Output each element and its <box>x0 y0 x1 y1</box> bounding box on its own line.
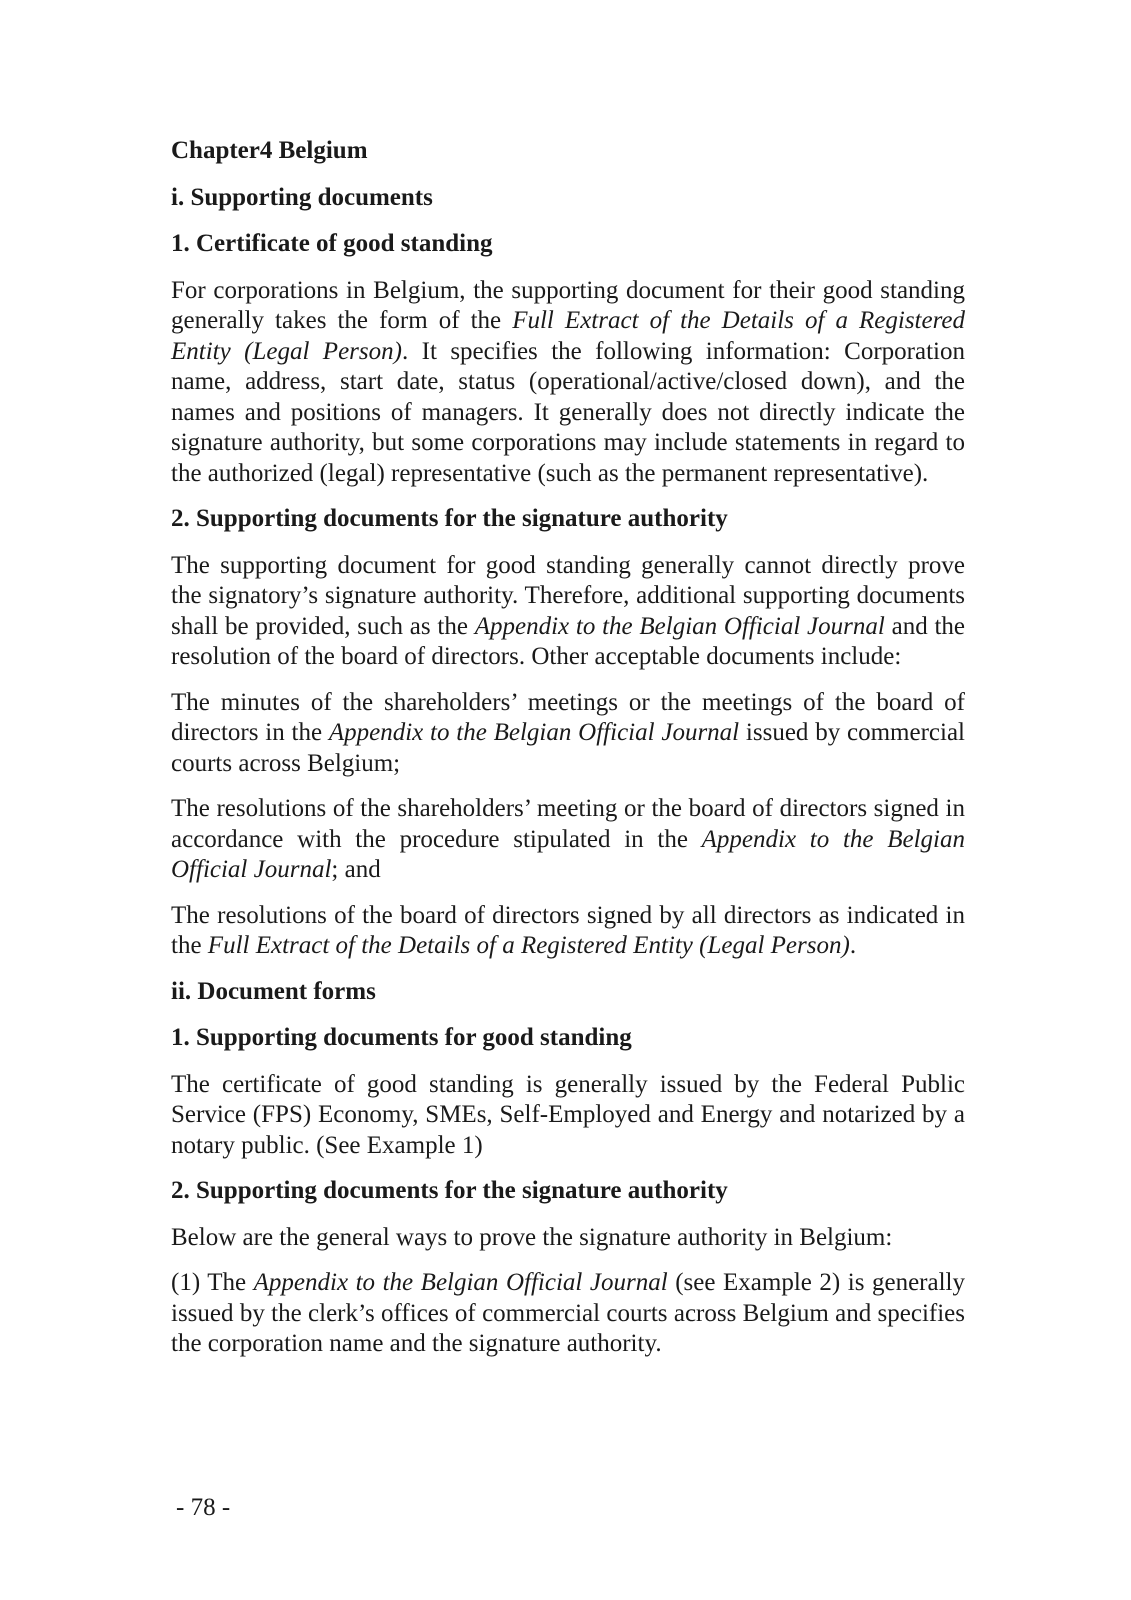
section-heading-document-forms: ii. Document forms <box>171 977 376 1005</box>
subsection-heading-good-standing-forms: 1. Supporting documents for good standing <box>171 1024 632 1051</box>
paragraph-certificate-issued: The certificate of good standing is generally issued by the Federal Public Service (FPS) Economy, SMEs, Self-Employed and Energy and notarized by a notary public. (See Example 1) <box>171 1070 965 1159</box>
paragraph-resolutions-board: The resolutions of the board of directors signed by all directors as indicated in the Full Extract of the Details of a Registered Entity (Legal Person). <box>171 901 965 959</box>
paragraph-appendix-issued: (1) The Appendix to the Belgian Official Journal (see Example 2) is generally issued by the clerk’s offices of commercial courts across Belgium and specifies the corporation name and the signature authority. <box>171 1269 965 1357</box>
subsection-heading-certificate: 1. Certificate of good standing <box>171 230 493 257</box>
paragraph-general-ways: Below are the general ways to prove the signature authority in Belgium: <box>171 1223 893 1251</box>
page-number: - 78 - <box>176 1494 231 1521</box>
page-body <box>171 136 965 1375</box>
subsection-heading-signature-authority: 2. Supporting documents for the signature authority <box>171 505 728 532</box>
paragraph-minutes: The minutes of the shareholders’ meetings or the meetings of the board of directors in the Appendix to the Belgian Official Journal issued by commercial courts across Belgium; <box>171 688 966 777</box>
chapter-heading: Chapter4 Belgium <box>171 137 368 164</box>
paragraph-good-standing: For corporations in Belgium, the supporting document for their good standing generally takes the form of the Full Extract of the Details of a Registered Entity (Legal Person). It specifies the following information: Corporation name, address, start date, status (operational/active/closed down), and the names and positions of managers. It generally does not directly indicate the signature authority, but some corporations may include statements in regard to the authorized (legal) representative (such as the permanent representative). <box>171 276 965 487</box>
subsection-heading-signature-forms: 2. Supporting documents for the signature authority <box>171 1177 728 1204</box>
paragraph-resolutions-shareholders: The resolutions of the shareholders’ meeting or the board of directors signed in accordance with the procedure stipulated in the Appendix to the Belgian Official Journal; and <box>171 795 965 883</box>
paragraph-signature-authority: The supporting document for good standing generally cannot directly prove the signatory’s signature authority. Therefore, additional supporting documents shall be provided, such as the Appendix to the Belgian Official Journal and the resolution of the board of directors. Other acceptable documents include: <box>171 551 965 670</box>
section-heading-supporting-documents: i. Supporting documents <box>171 183 433 211</box>
